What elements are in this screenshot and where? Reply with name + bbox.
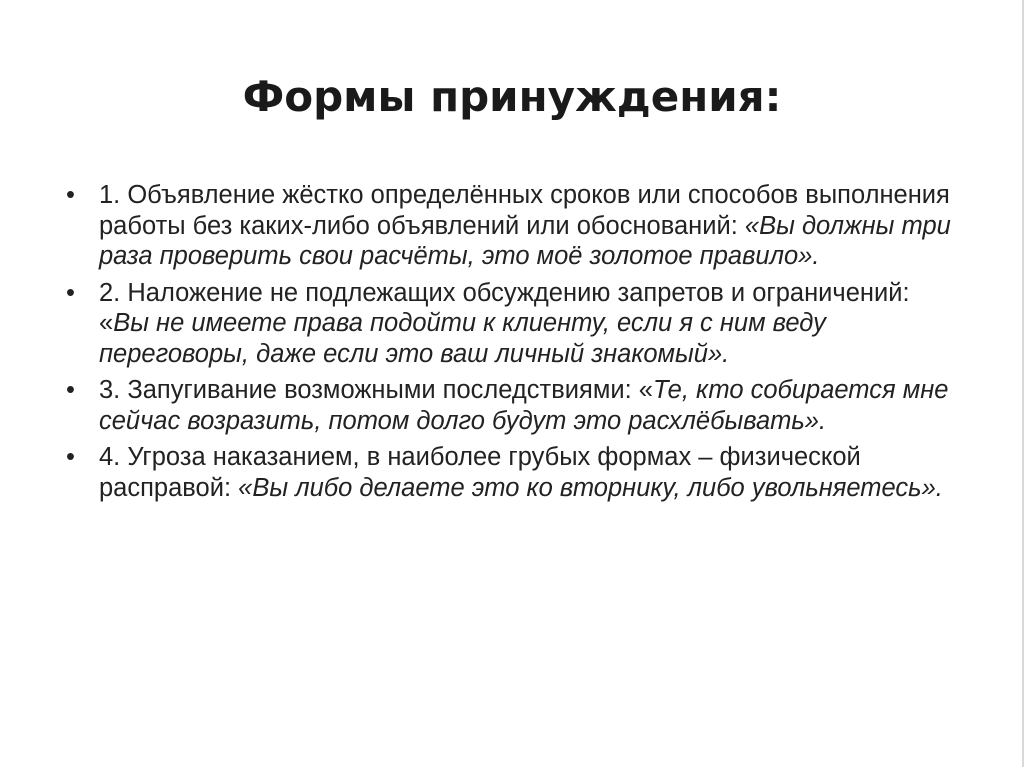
bullet-list: [66, 180, 966, 509]
bullet-item-1: [66, 180, 966, 272]
bullet-text: 1. Объявление жёстко определённых сроков или способов выполнения работы без каких-либо объявлений или обоснований:: [99, 181, 950, 240]
bullet-dot-icon: •: [66, 181, 75, 209]
bullet-dot-icon: •: [66, 278, 75, 307]
bullet-text: 3. Запугивание возможными последствиями: «: [99, 376, 653, 404]
bullet-quote: «Вы должны три раза проверить свои расчёты, это моё золотое правило».: [99, 211, 951, 270]
slide-title: Формы принуждения:: [242, 72, 782, 121]
bullet-dot-icon: •: [66, 376, 75, 404]
bullet-text: 2. Наложение не подлежащих обсуждению запретов и ограничений: «: [99, 278, 910, 337]
bullet-quote: Вы не имеете права подойти к клиенту, если я с ним веду переговоры, даже если это ваш личный знакомый».: [99, 309, 826, 368]
bullet-quote: «Вы либо делаете это ко вторнику, либо увольняетесь».: [238, 473, 943, 502]
bullet-item-4: [66, 442, 966, 503]
bullet-item-3: [66, 375, 966, 436]
bullet-quote: Те, кто собирается мне сейчас возразить, потом долго будут это расхлёбывать».: [99, 376, 949, 435]
bullet-item-2: [66, 278, 966, 370]
bullet-dot-icon: •: [66, 443, 75, 471]
bullet-text: 4. Угроза наказанием, в наиболее грубых формах – физической расправой:: [99, 443, 861, 502]
